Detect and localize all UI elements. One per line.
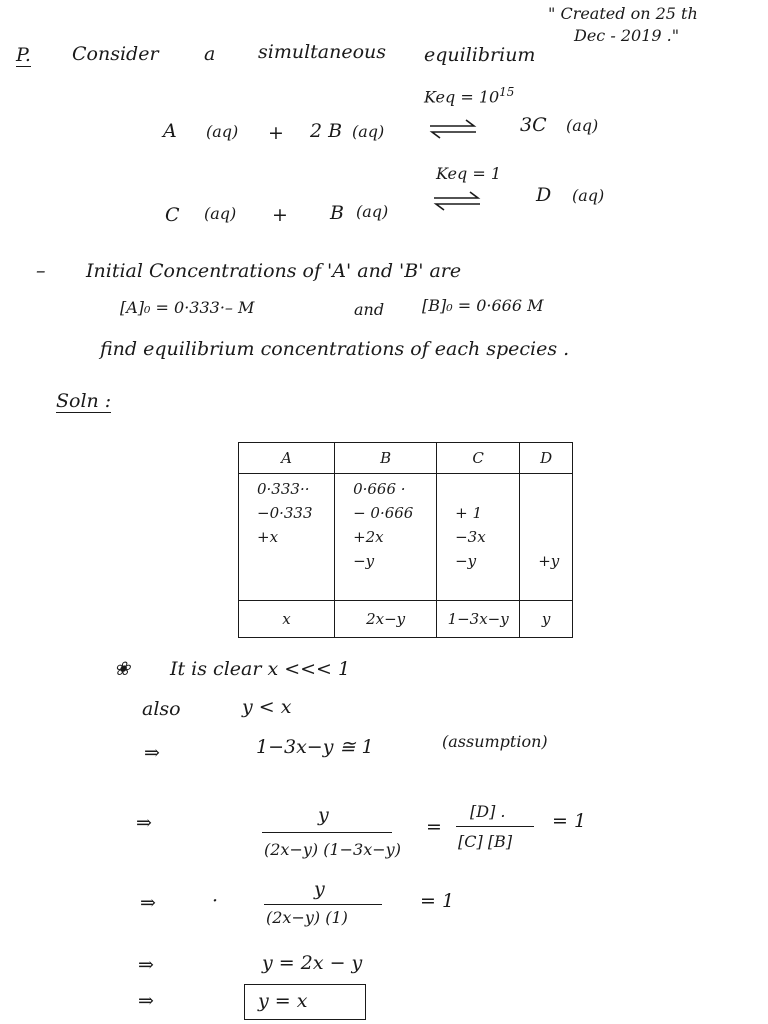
eq-b: 2x−y bbox=[335, 601, 437, 638]
problem-marker: P. bbox=[16, 44, 31, 66]
reaction1-product-state: (aq) bbox=[566, 116, 599, 135]
cell-b-shift: +2x bbox=[353, 528, 384, 546]
header-a: A bbox=[239, 443, 335, 474]
cell-a-initial: 0·333·· bbox=[257, 480, 310, 498]
step2-numerator: y bbox=[318, 804, 329, 826]
table-equilibrium-row bbox=[239, 601, 573, 638]
cell-d-row3 bbox=[538, 525, 570, 549]
step3-fraction-bar bbox=[264, 904, 382, 905]
reaction2-product: D bbox=[536, 184, 552, 206]
reaction2-k: Keq = 1 bbox=[436, 164, 501, 183]
intro-word-1: Consider bbox=[72, 43, 159, 65]
created-note-line1: " Created on 25 th bbox=[548, 4, 698, 23]
step2-equals: = bbox=[426, 816, 442, 838]
created-note-line2: Dec - 2019 ." bbox=[574, 26, 680, 45]
reaction1-reactant-a-state: (aq) bbox=[206, 122, 239, 141]
col-c-changes bbox=[437, 474, 520, 601]
ice-table bbox=[238, 442, 573, 638]
cell-c-initial bbox=[455, 477, 517, 501]
reaction2-reactant-b: B bbox=[330, 202, 344, 224]
conc-b: [B]₀ = 0·666 M bbox=[422, 296, 544, 315]
cell-b-initial: 0·666 · bbox=[353, 480, 406, 498]
eq-c: 1−3x−y bbox=[437, 601, 520, 638]
header-c: C bbox=[437, 443, 520, 474]
statement-clear: It is clear x <<< 1 bbox=[170, 658, 351, 680]
cell-c-shift: −3x bbox=[455, 528, 486, 546]
step2-right-fraction-bar bbox=[456, 826, 534, 827]
statement-also-word: also bbox=[142, 698, 181, 720]
step2-value: = 1 bbox=[552, 810, 587, 832]
col-b-changes bbox=[335, 474, 437, 601]
initial-concentrations-line: Initial Concentrations of 'A' and 'B' are bbox=[86, 260, 462, 282]
step4-equation: y = 2x − y bbox=[262, 952, 363, 974]
reaction1-k bbox=[424, 86, 514, 105]
reaction1-reactant-a: A bbox=[163, 120, 177, 142]
cell-d-initial bbox=[538, 477, 570, 501]
reaction1-product: 3C bbox=[520, 114, 547, 136]
dash-marker: – bbox=[36, 260, 46, 282]
find-line: find equilibrium concentrations of each species . bbox=[100, 338, 570, 360]
step3-numerator: y bbox=[314, 878, 325, 900]
step5-result: y = x bbox=[258, 990, 308, 1012]
header-d: D bbox=[520, 443, 573, 474]
cell-a-shift: +x bbox=[257, 528, 279, 546]
intro-word-3: simultaneous bbox=[258, 41, 387, 63]
reaction1-reactant-b-state: (aq) bbox=[352, 122, 385, 141]
intro-word-2: a bbox=[204, 43, 216, 65]
eq-a: x bbox=[239, 601, 335, 638]
cell-d-shift: +y bbox=[538, 552, 560, 570]
table-change-row bbox=[239, 474, 573, 601]
reaction2-product-state: (aq) bbox=[572, 186, 605, 205]
cell-b-consumed: − 0·666 bbox=[353, 504, 414, 522]
step3-dot: · bbox=[212, 890, 219, 912]
implies-icon: ⇒ bbox=[136, 812, 152, 834]
reaction2-plus: + bbox=[272, 204, 288, 226]
equilibrium-arrow-icon bbox=[432, 190, 482, 212]
table-header-row bbox=[239, 443, 573, 474]
step2-right-numerator: [D] . bbox=[470, 802, 506, 821]
implies-icon: ⇒ bbox=[144, 742, 160, 764]
col-a-changes bbox=[239, 474, 335, 601]
implies-icon: ⇒ bbox=[138, 990, 154, 1012]
step3-denominator: (2x−y) (1) bbox=[266, 908, 348, 927]
reaction2-reactant-c: C bbox=[165, 204, 180, 226]
implies-icon: ⇒ bbox=[138, 954, 154, 976]
cell-c-extra: −y bbox=[455, 552, 477, 570]
reaction2-reactant-c-state: (aq) bbox=[204, 204, 237, 223]
eq-d: y bbox=[520, 601, 573, 638]
equilibrium-arrow-icon bbox=[428, 118, 478, 140]
and-word: and bbox=[354, 300, 385, 319]
cell-c-formed: + 1 bbox=[455, 504, 482, 522]
reaction2-reactant-b-state: (aq) bbox=[356, 202, 389, 221]
cell-a-extra bbox=[257, 549, 332, 573]
col-d-changes bbox=[520, 474, 573, 601]
step1-approx: 1−3x−y ≅ 1 bbox=[256, 736, 374, 758]
step1-note: (assumption) bbox=[442, 732, 548, 751]
step2-right-denominator: [C] [B] bbox=[458, 832, 513, 851]
implies-icon: ⇒ bbox=[140, 892, 156, 914]
reaction1-k-label: Keq = 10 bbox=[424, 87, 500, 107]
solution-label: Soln : bbox=[56, 390, 112, 412]
step2-fraction-bar bbox=[262, 832, 392, 833]
bullet-icon: ❀ bbox=[114, 658, 130, 680]
reaction1-plus: + bbox=[268, 122, 284, 144]
statement-also-relation: y < x bbox=[242, 696, 292, 718]
header-b: B bbox=[335, 443, 437, 474]
cell-b-extra: −y bbox=[353, 552, 375, 570]
conc-a: [A]₀ = 0·333·– M bbox=[120, 298, 255, 317]
step2-denominator: (2x−y) (1−3x−y) bbox=[264, 840, 401, 859]
reaction1-reactant-b: 2 B bbox=[310, 120, 343, 142]
cell-d-row2 bbox=[538, 501, 570, 525]
step3-equals: = 1 bbox=[420, 890, 455, 912]
reaction1-k-exponent: 15 bbox=[499, 85, 515, 99]
cell-a-consumed: −0·333 bbox=[257, 504, 313, 522]
intro-word-4: equilibrium bbox=[424, 44, 536, 66]
